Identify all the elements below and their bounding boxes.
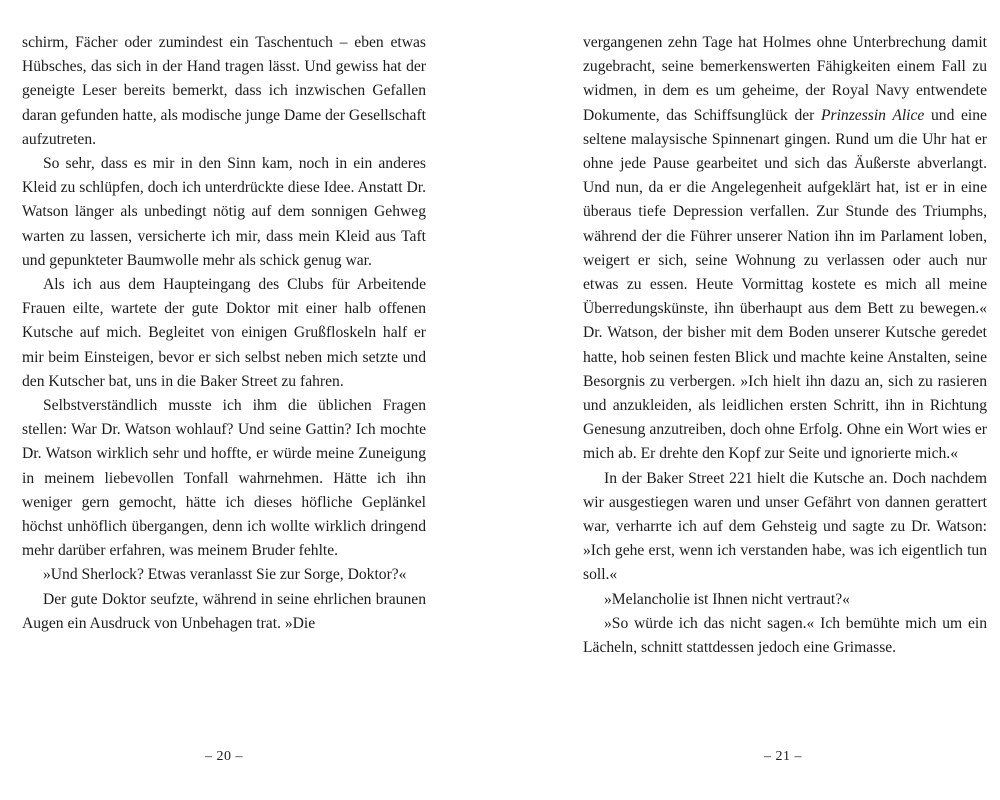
left-page-text: [22, 31, 426, 636]
right-page-text: [583, 31, 987, 660]
paragraph: »So würde ich das nicht sagen.« Ich bemühte mich um ein Lächeln, schnitt stattdessen jedoch eine Grimasse.: [583, 614, 987, 657]
paragraph: schirm, Fächer oder zumindest ein Taschentuch – eben etwas Hübsches, das sich in der Hand tragen lässt. Und gewiss hat der geneigte Leser bereits bemerkt, dass ich inzwischen Gefallen daran gefunden hatte, als modische junge Dame der Gesellschaft aufzutreten.: [22, 34, 426, 148]
paragraph: Der gute Doktor seufzte, während in seine ehrlichen braunen Augen ein Ausdruck von Unbehagen trat. »Die: [22, 590, 426, 632]
paragraph: So sehr, dass es mir in den Sinn kam, noch in ein anderes Kleid zu schlüpfen, doch ich unterdrückte diese Idee. Anstatt Dr. Watson länger als unbedingt nötig auf dem sonnigen Gehweg warten zu lassen, versicherte ich mir, dass mein Kleid aus Taft und gepunkteter Baumwolle mehr als schick genug war.: [22, 155, 426, 269]
paragraph: »Und Sherlock? Etwas veranlasst Sie zur Sorge, Doktor?«: [43, 566, 407, 584]
paragraph-text-end: und eine seltene malaysische Spinnenart gingen. Rund um die Uhr hat er ohne jede Pause gearbeitet und sich das Äußerste abverlangt. Und nun, da er die Angelegenheit aufgeklärt hat, ist er in eine überaus tiefe Depression verfallen. Zur Stunde des Triumphs, während der die Führer unserer Nation ihn im Parlament loben, weigert er sich, seine Wohnung zu verlassen oder auch nur etwas zu essen. Heute Vormittag kostete es mich all meine Überredungskünste, ihn überhaupt aus dem Bett zu bewegen.« Dr. Watson, der bisher mit dem Boden unserer Kutsche geredet hatte, hob seinen festen Blick und machte keine Anstalten, seine Besorgnis zu verbergen. »Ich hielt ihn dazu an, sich zu rasieren und anzukleiden, als leidlichen ersten Schritt, ihn in Richtung Genesung anzutreiben, doch ohne Erfolg. Ohne ein Wort wies er mich ab. Er drehte den Kopf zur Seite und ignorierte mich.«: [583, 106, 987, 463]
paragraph: Als ich aus dem Haupteingang des Clubs für Arbeitende Frauen eilte, wartete der gute Doktor mit einer halb offenen Kutsche auf mich. Begleitet von einigen Grußfloskeln half er mir beim Einsteigen, bevor er sich selbst neben mich setzte und den Kutscher bat, uns in die Baker Street zu fahren.: [22, 276, 426, 390]
paragraph: »Melancholie ist Ihnen nicht vertraut?«: [604, 590, 850, 608]
paragraph: In der Baker Street 221 hielt die Kutsche an. Doch nachdem wir ausgestiegen waren und unser Gefährt von dannen gerattert war, verharrte ich auf dem Gehsteig und sagte zu Dr. Watson: »Ich gehe erst, wenn ich verstanden habe, was ich eigentlich tun soll.«: [583, 469, 987, 584]
right-page: [583, 31, 987, 791]
paragraph: [583, 31, 987, 467]
ship-name: Prinzessin Alice: [821, 106, 925, 124]
page-number: – 20 –: [205, 749, 243, 764]
page-number: – 21 –: [764, 749, 802, 764]
paragraph-text-start: vergangenen zehn Tage hat Holmes ohne Unterbrechung damit zugebracht, seine bemerkenswerten Fähigkeiten einem Fall zu widmen, in dem es um geheime, der Royal Navy entwendete Dokumente, das Schiffsunglück der: [583, 34, 987, 124]
paragraph: Selbstverständlich musste ich ihm die üblichen Fragen stellen: War Dr. Watson wohlauf? Und seine Gattin? Ich mochte Dr. Watson wirklich sehr und hoffte, er würde meine Zuneigung in meinem liebevollen Tonfall wahrnehmen. Hätte ich ihn weniger gern gemocht, hätte ich dieses höfliche Geplänkel höchst unhöflich übergangen, denn ich wollte wirklich dringend mehr darüber erfahren, was meinem Bruder fehlte.: [22, 397, 426, 560]
left-page: [22, 31, 426, 791]
